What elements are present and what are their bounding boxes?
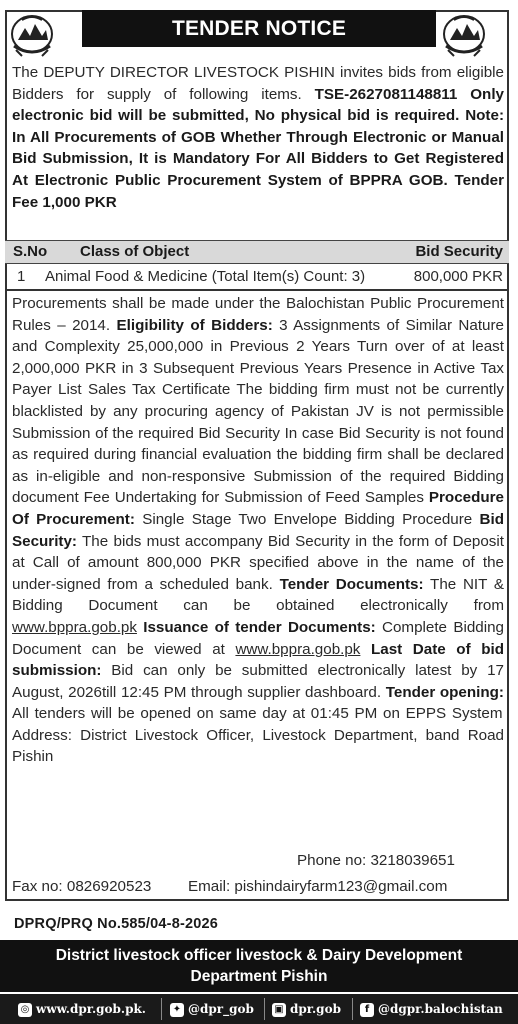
header-class-of-object: Class of Object xyxy=(80,243,190,260)
email-address: Email: pishindairyfarm123@gmail.com xyxy=(188,878,448,895)
website-item[interactable] xyxy=(18,994,146,1024)
issuance-text: Complete Bidding Document can be viewed at xyxy=(12,618,504,658)
website-text: www.dpr.gob.pk. xyxy=(36,1002,146,1016)
header-sno: S.No xyxy=(13,243,48,260)
eligibility-label: Eligibility of Bidders: xyxy=(116,316,273,334)
facebook-icon: f xyxy=(360,1003,374,1017)
bid-security-label: Bid Security: xyxy=(12,510,504,550)
instagram-item[interactable] xyxy=(272,994,341,1024)
globe-icon: ◎ xyxy=(18,1003,32,1017)
bppra-link[interactable]: www.bppra.gob.pk xyxy=(12,618,137,636)
procurement-rules-text: Procurements shall be made under the Balochistan Public Procurement Rules – 2014. xyxy=(12,295,504,334)
procedure-text: Single Stage Two Envelope Bidding Procedure xyxy=(134,510,480,528)
dprq-reference: DPRQ/PRQ No.585/04-8-2026 xyxy=(14,916,219,932)
intro-paragraph xyxy=(12,62,504,213)
row-security: 800,000 PKR xyxy=(413,268,503,285)
twitter-icon: ✦ xyxy=(170,1003,184,1017)
last-date-label: Last Date of bid submission: xyxy=(12,640,504,680)
issuer-line-1: District livestock officer livestock & Dairy Development xyxy=(55,947,463,964)
bid-security-text: The bids must accompany Bid Security in the form of Deposit at Call of amount 800,000 PKR specified above in the name of the under-signed from a scheduled bank. xyxy=(12,532,504,593)
table-row xyxy=(5,264,509,291)
tse-number: TSE-2627081148811 xyxy=(314,85,458,103)
submission-notice: Only electronic bid will be submitted, No physical bid is required. Note: In All Procurements of GOB Whether Through Electronic or Manual Bid Submission, It is Mandatory For All Bidders to Get Registered At Electronic Public Procurement System of BPPRA GOB. xyxy=(12,85,504,189)
header-bid-security: Bid Security xyxy=(415,243,503,260)
tender-fee: Tender Fee 1,000 PKR xyxy=(12,171,504,211)
last-date-text: Bid can only be submitted electronically latest by 17 August, 2026till 12:45 PM through supplier dashboard. xyxy=(12,662,504,701)
tender-opening-text: All tenders will be opened on same day at 01:45 PM on EPPS System Address: District Livestock Officer, Livestock Department, band Road Pishin xyxy=(12,705,504,766)
tender-documents-label: Tender Documents: xyxy=(279,575,424,593)
tender-opening-label: Tender opening: xyxy=(385,683,504,701)
social-divider xyxy=(161,998,162,1020)
instagram-icon: ▣ xyxy=(272,1003,286,1017)
social-bar xyxy=(0,994,518,1024)
eligibility-text: 3 Assignments of Similar Nature and Complexity 25,000,000 in Previous 2 Years Turn over of at least 2,000,000 PKR in 3 Subsequent Previous Years Presence in Active Tax Payer List Sales Tax Certificate The bidding firm must not be currently blacklisted by any procuring agency of Pakistan JV is not permissible Submission of the required Bid Security In case Bid Security is not found as required during financial evaluation the bidding firm shall be declared as in-eligible and non-responsive Submission of the required Bidding document Fee Undertaking for Submission of Feed Samples xyxy=(12,316,504,507)
items-table-header xyxy=(5,240,509,264)
twitter-item[interactable] xyxy=(170,994,254,1024)
procedure-label: Procedure Of Procurement: xyxy=(12,489,504,528)
issuer-line-2: Department Pishin xyxy=(190,968,328,985)
facebook-handle: @dgpr.balochistan xyxy=(378,1002,503,1016)
row-object: Animal Food & Medicine (Total Item(s) Count: 3) xyxy=(45,268,366,285)
social-divider xyxy=(264,998,265,1020)
twitter-handle: @dpr_gob xyxy=(188,1002,254,1016)
instagram-handle: dpr.gob xyxy=(290,1002,341,1016)
bppra-link-2[interactable]: www.bppra.gob.pk xyxy=(235,640,361,658)
phone-number: Phone no: 3218039651 xyxy=(297,852,455,869)
issuer-footer xyxy=(0,940,518,992)
row-sno: 1 xyxy=(17,268,26,285)
facebook-item[interactable] xyxy=(360,994,503,1024)
issuance-label: Issuance of tender Documents: xyxy=(143,618,376,636)
intro-lead: The DEPUTY DIRECTOR LIVESTOCK PISHIN invites bids from eligible Bidders for supply of following items. xyxy=(12,64,504,103)
balochistan-seal-left-icon xyxy=(8,12,56,58)
social-divider xyxy=(352,998,353,1020)
tender-documents-text: The NIT & Bidding Document can be obtained electronically from xyxy=(12,575,504,615)
body-paragraph xyxy=(12,293,504,768)
balochistan-seal-right-icon xyxy=(440,12,488,58)
fax-number: Fax no: 0826920523 xyxy=(12,878,152,895)
page-title: TENDER NOTICE xyxy=(82,10,436,47)
